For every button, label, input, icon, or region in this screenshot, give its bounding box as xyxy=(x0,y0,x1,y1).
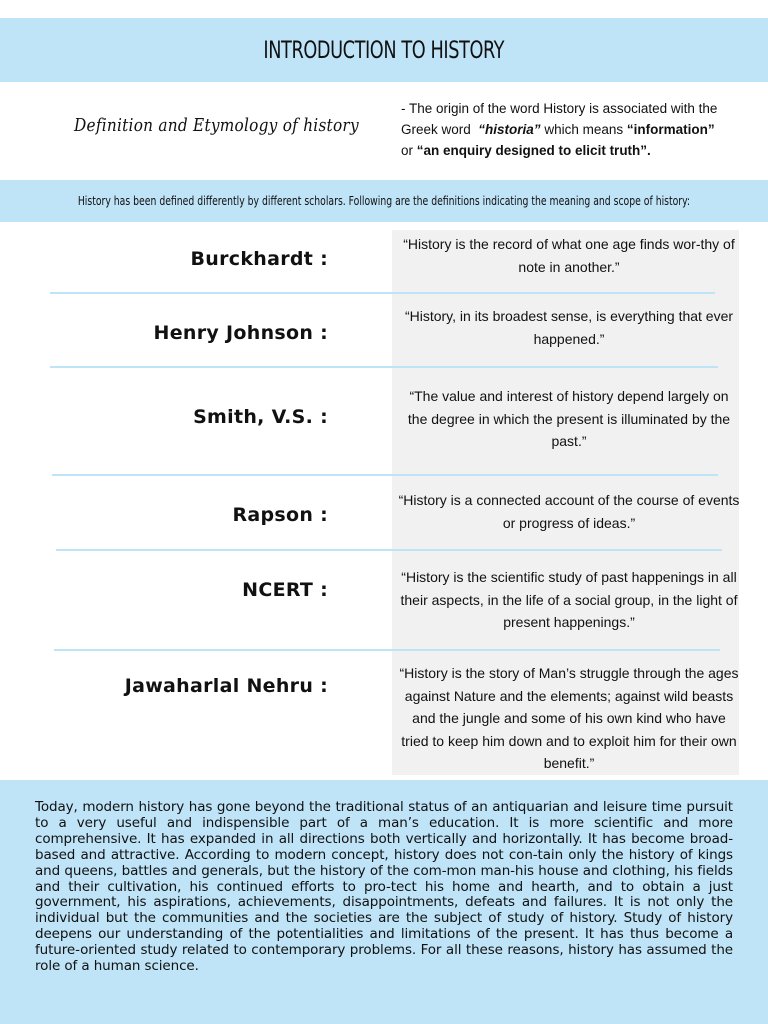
scholar-quote: “History is a connected account of the course of events or progress of ideas.” xyxy=(398,492,740,531)
row-divider xyxy=(54,649,720,651)
etymology-greek-word-label: Greek word xyxy=(401,122,471,137)
etymology-text xyxy=(401,98,746,161)
row-divider xyxy=(52,474,718,476)
etymology-line-2 xyxy=(401,119,746,140)
row-divider xyxy=(56,549,722,551)
intro-banner xyxy=(0,180,768,222)
title-banner xyxy=(0,18,768,82)
etymology-historia: “historia” xyxy=(478,122,541,137)
scholar-name: Smith, V.S. : xyxy=(193,406,328,428)
page-title: INTRODUCTION TO HISTORY xyxy=(263,36,505,64)
scholar-name: Burckhardt : xyxy=(190,248,328,270)
scholar-quote: “History is the story of Man’s struggle through the ages against Nature and the elements; against wild beasts and the jungle and some of his own kind who have tried to keep him down and to exploit him for their own benefit.” xyxy=(399,665,739,771)
scholar-quote: “The value and interest of history depend largely on the degree in which the present is illuminated by the past.” xyxy=(407,388,731,449)
definition-heading: Definition and Etymology of history xyxy=(74,115,359,136)
scholar-quote: “History, in its broadest sense, is everything that ever happened.” xyxy=(404,308,734,347)
row-divider xyxy=(50,366,718,368)
summary-text: Today, modern history has gone beyond the traditional status of an antiquarian and leisure time pursuit to a very useful and indispensible part of a man’s education. It is more scientific and more comprehensive. It has expanded in all directions both vertically and horizontally. It has become broad-based and attractive. According to modern concept, history does not con-tain only the history of kings and queens, battles and generals, but the history of the com-mon man-his house and clothing, his fields and their cultivation, his continued efforts to pro-tect his home and hearth, and to obtain a just government, his aspirations, achievements, disappointments, defeats and failures. It is not only the individual but the communities and the societies are the subject of study of history. Study of history deepens our understanding of the potentialities and limitations of the present. It has thus become a future-oriented study related to contemporary problems. For all these reasons, history has assumed the role of a human science. xyxy=(35,799,733,975)
scholar-quote: “History is the scientific study of past happenings in all their aspects, in the life of a social group, in the light of present happenings.” xyxy=(400,569,738,630)
row-divider xyxy=(50,292,715,294)
scholar-name: Henry Johnson : xyxy=(153,322,328,344)
scholar-quote: “History is the record of what one age finds wor-thy of note in another.” xyxy=(403,236,735,275)
etymology-or: or xyxy=(401,143,414,158)
intro-text: History has been defined differently by different scholars. Following are the definitions indicating the meaning and scope of history: xyxy=(77,194,691,208)
scholar-name: Rapson : xyxy=(232,504,328,526)
scholar-name: NCERT : xyxy=(242,579,328,601)
etymology-which-means: which means xyxy=(544,122,624,137)
etymology-enquiry: “an enquiry designed to elicit truth”. xyxy=(416,143,651,158)
etymology-line-3 xyxy=(401,140,746,161)
etymology-line-1: - The origin of the word History is associated with the xyxy=(401,101,718,116)
etymology-information: “information” xyxy=(626,122,715,137)
scholar-name: Jawaharlal Nehru : xyxy=(124,675,328,697)
